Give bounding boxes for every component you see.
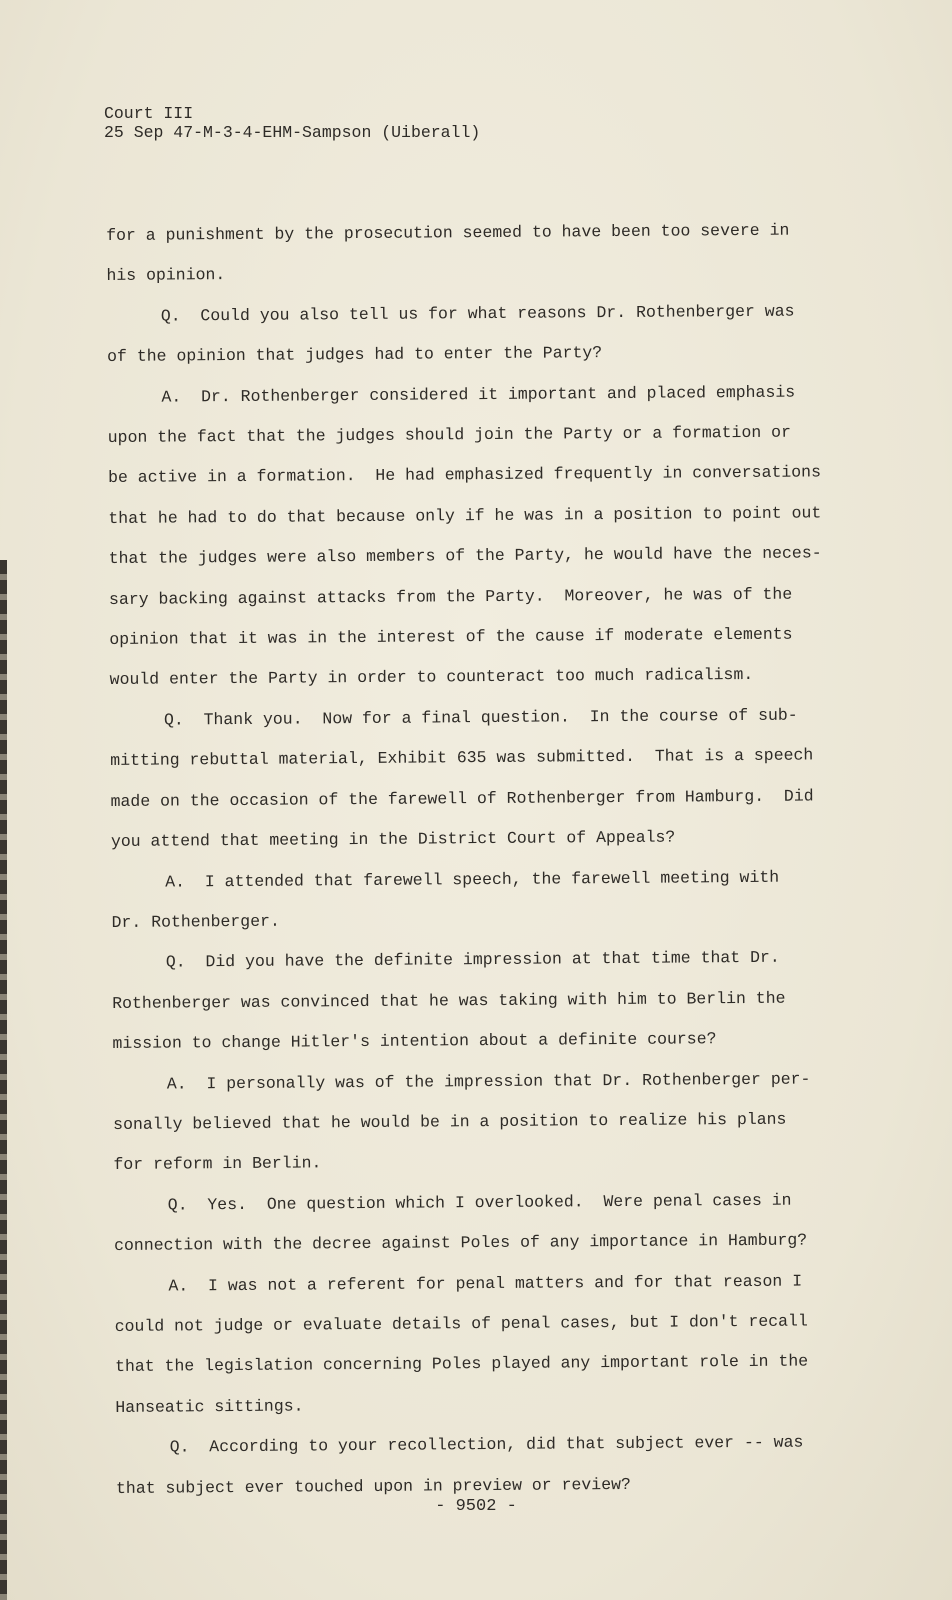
- transcript-line: mitting rebuttal material, Exhibit 635 was submitted. That is a speech: [110, 745, 814, 771]
- transcript-line: Q. Thank you. Now for a final question. In the course of sub-: [163, 705, 798, 730]
- transcript-line: be active in a formation. He had emphasized frequently in conversations: [107, 462, 822, 488]
- transcript-line: could not judge or evaluate details of penal cases, but I don't recall: [114, 1311, 808, 1336]
- transcript-line: that subject ever touched upon in preview or review?: [115, 1474, 631, 1498]
- transcript-line: Q. Did you have the definite impression at that time that Dr.: [165, 948, 780, 972]
- transcript-line: would enter the Party in order to counteract too much radicalism.: [109, 665, 754, 690]
- transcript-body: [106, 210, 876, 1509]
- transcript-line: sonally believed that he would be in a position to realize his plans: [113, 1109, 787, 1134]
- transcript-line: Rothenberger was convinced that he was taking with him to Berlin the: [112, 988, 786, 1013]
- transcript-line: mission to change Hitler's intention about a definite course?: [112, 1029, 717, 1054]
- transcript-line: A. I personally was of the impression that Dr. Rothenberger per-: [166, 1069, 811, 1094]
- transcript-line: A. I was not a referent for penal matters and for that reason I: [168, 1271, 803, 1296]
- transcript-line: Hanseatic sittings.: [115, 1396, 304, 1417]
- transcript-line: that the judges were also members of the Party, he would have the neces-: [108, 543, 822, 569]
- transcript-line: sary backing against attacks from the Party. Moreover, he was of the: [108, 584, 793, 609]
- transcript-line: A. I attended that farewell speech, the farewell meeting with: [165, 867, 780, 892]
- transcript-line: Q. Yes. One question which I overlooked. Were penal cases in: [167, 1190, 792, 1215]
- transcript-line: that the legislation concerning Poles played any important role in the: [114, 1351, 809, 1377]
- court-label: Court III: [104, 104, 194, 123]
- transcript-line: his opinion.: [106, 265, 226, 286]
- transcript-line: you attend that meeting in the District Court of Appeals?: [110, 827, 676, 852]
- transcript-line: Dr. Rothenberger.: [111, 911, 280, 932]
- transcript-line: that he had to do that because only if he was in a position to point out: [108, 503, 822, 528]
- transcript-line: Q. Could you also tell us for what reasons Dr. Rothenberger was: [160, 301, 795, 326]
- page-number: - 9502 -: [435, 1497, 517, 1516]
- document-header: [104, 104, 480, 142]
- transcript-line: for reform in Berlin.: [113, 1153, 322, 1175]
- transcript-line: made on the occasion of the farewell of Rothenberger from Hamburg. Did: [110, 786, 814, 811]
- binding-edge: [0, 560, 7, 1600]
- transcript-line: connection with the decree against Poles of any importance in Hamburg?: [114, 1230, 808, 1256]
- transcript-line: opinion that it was in the interest of the cause if moderate elements: [109, 624, 793, 650]
- transcript-line: for a punishment by the prosecution seemed to have been too severe in: [106, 220, 790, 245]
- reference-line: 25 Sep 47-M-3-4-EHM-Sampson (Uiberall): [104, 123, 481, 142]
- transcript-line: Q. According to your recollection, did that subject ever -- was: [169, 1432, 804, 1457]
- transcript-line: upon the fact that the judges should join the Party or a formation or: [107, 422, 792, 448]
- transcript-line: of the opinion that judges had to enter the Party?: [107, 343, 603, 367]
- transcript-line: A. Dr. Rothenberger considered it important and placed emphasis: [161, 382, 796, 407]
